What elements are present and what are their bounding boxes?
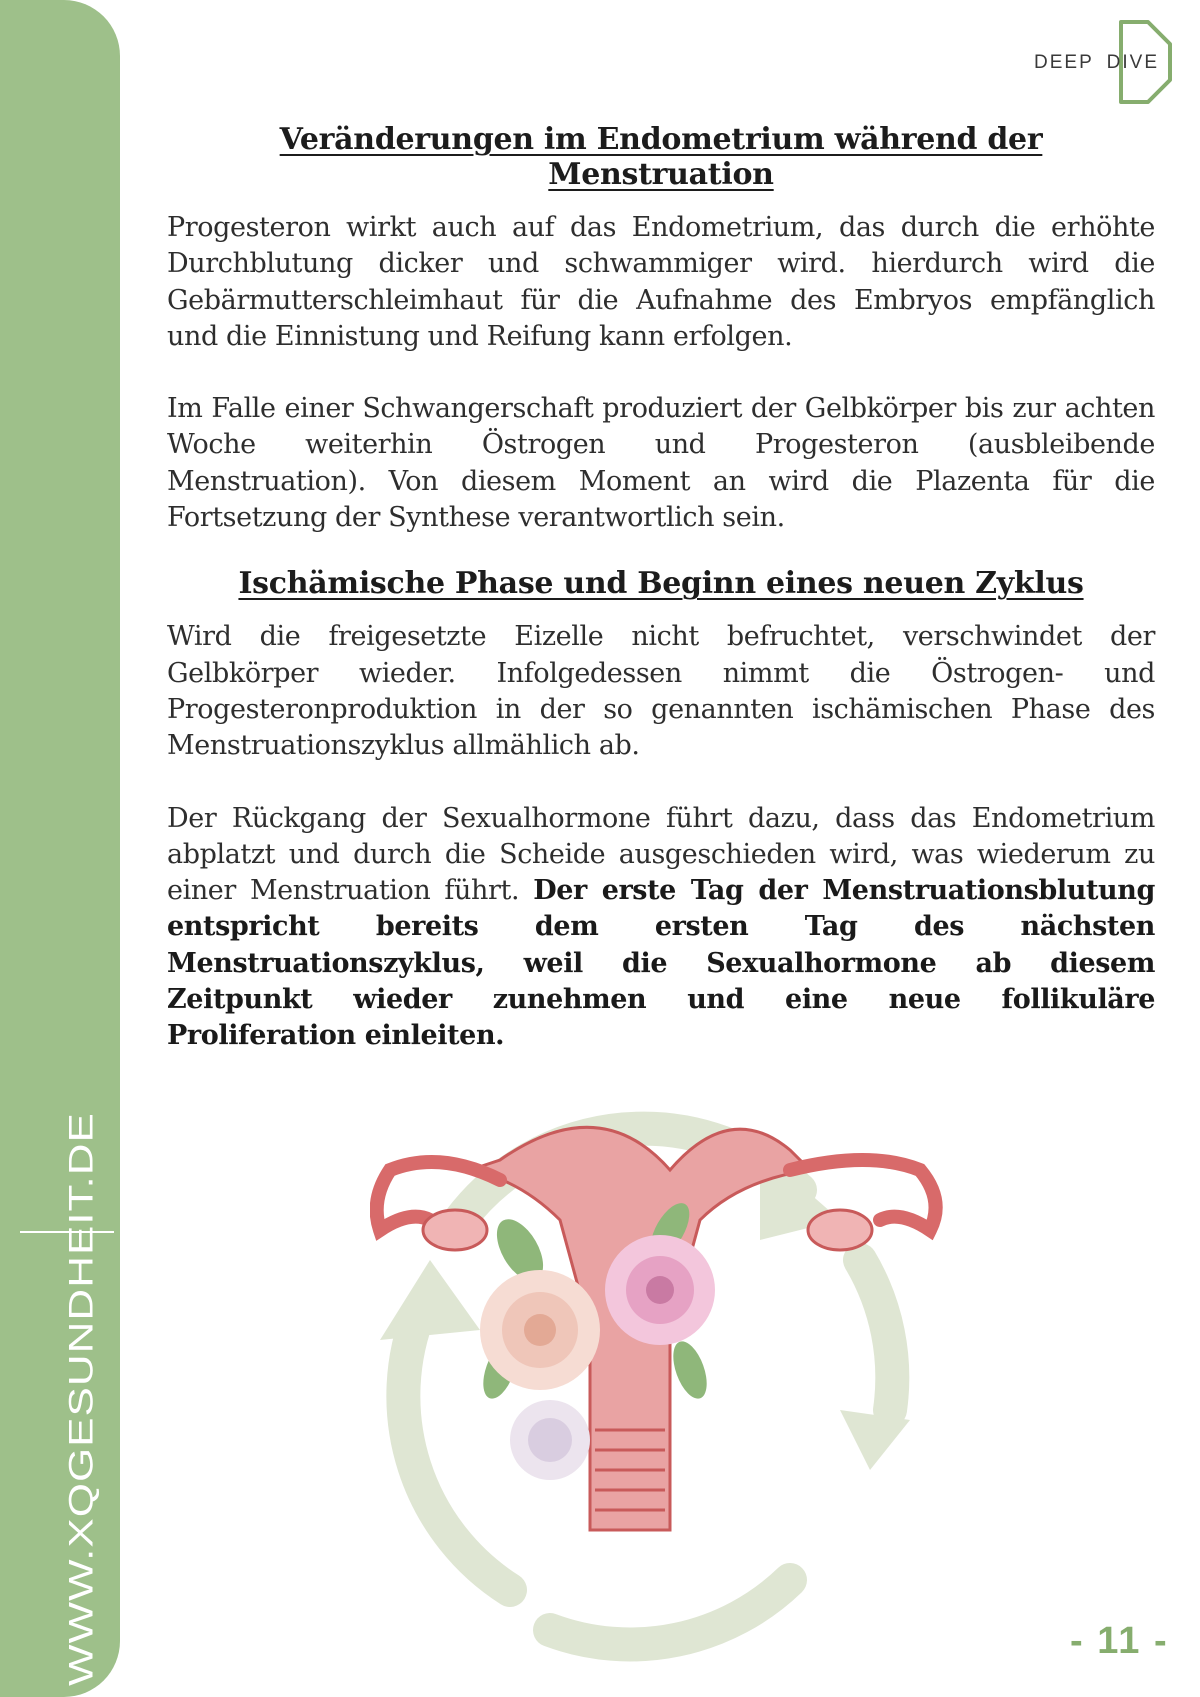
section2-paragraph2 bbox=[167, 801, 1155, 1055]
section1-paragraph1: Progesteron wirkt auch auf das Endometrium, das durch die erhöhte Durchblutung dicker und schwammiger wird. hierdurch wird die Gebärmutterschleimhaut für die Aufnahme des Embryos empfänglich und die Einnistung und Reifung kann erfolgen. bbox=[167, 212, 1155, 352]
section2-paragraph2-bold: Der erste Tag der Menstruationsblutung entspricht bereits dem ersten Tag des nächsten Menstruationszyklus, weil die Sexualhormone ab diesem Zeitpunkt wieder zunehmen und eine neue follikuläre Proliferation einleiten. bbox=[167, 875, 1155, 1052]
section1-heading: Veränderungen im Endometrium während der Menstruation bbox=[279, 122, 1043, 192]
main-content bbox=[167, 122, 1155, 1055]
section2-paragraph1: Wird die freigesetzte Eizelle nicht befruchtet, verschwindet der Gelbkörper wieder. Infolgedessen nimmt die Östrogen- und Progesteronproduktion in der so genannten ischämischen Phase des Menstruationszyklus allmählich ab. bbox=[167, 621, 1155, 762]
page-number: - 11 - bbox=[1070, 1620, 1169, 1662]
section2-paragraph2-normal: Der Rückgang der Sexualhormone führt dazu, dass das Endometrium abplatzt und durch die Scheide ausgeschieden wird, was wiederum zu einer Menstruation führt. bbox=[167, 802, 1155, 907]
uterus-with-flowers-cycle-icon bbox=[370, 1110, 950, 1670]
deep-dive-label: DEEP DIVE bbox=[1034, 52, 1160, 73]
section2-heading: Ischämische Phase und Beginn eines neuen Zyklus bbox=[238, 566, 1084, 602]
section1-paragraph2: Im Falle einer Schwangerschaft produziert der Gelbkörper bis zur achten Woche weiterhin Östrogen und Progesteron (ausbleibende Menstruation). Von diesem Moment an wird die Plazenta für die Fortsetzung der Synthese verantwortlich sein. bbox=[167, 393, 1155, 534]
sidebar-website: WWW.XQGESUNDHEIT.DE bbox=[62, 1112, 101, 1686]
sidebar bbox=[0, 0, 120, 1697]
